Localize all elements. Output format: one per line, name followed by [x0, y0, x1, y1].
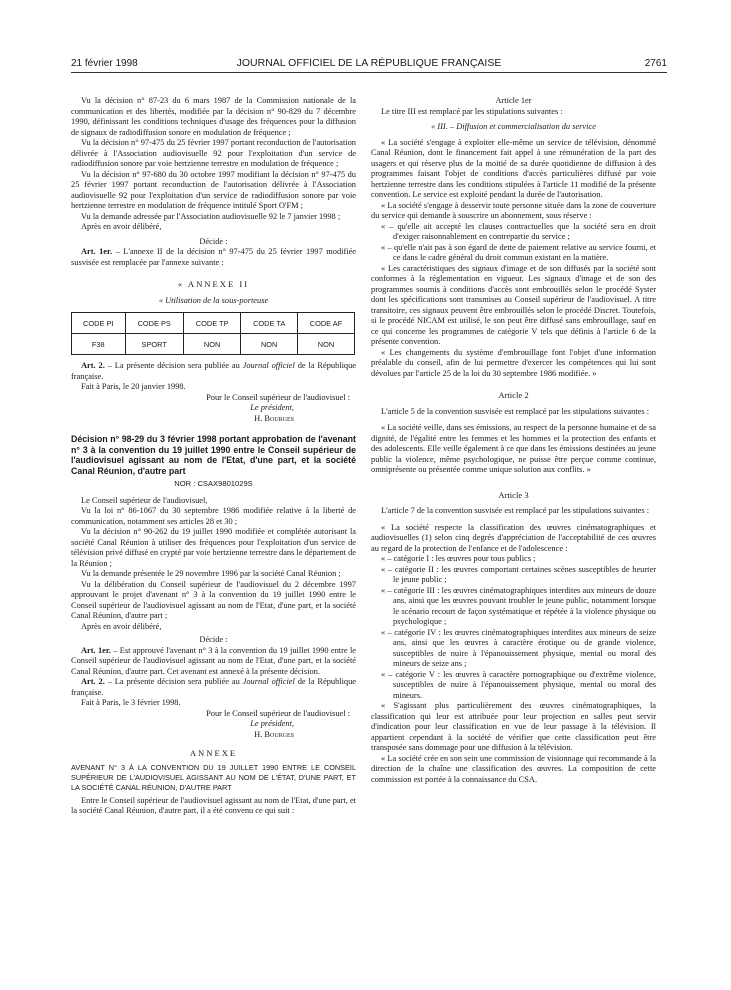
article-2	[71, 677, 356, 698]
list-item: « – catégorie V : les œuvres à caractère pornographique ou d'extrême violence, susceptibles de nuire à l'épanouissement physique, mental ou moral des mineurs.	[381, 669, 656, 700]
decide-label: Décide :	[199, 635, 228, 644]
table-header-cell: CODE PI	[72, 313, 126, 334]
table-row	[72, 334, 355, 355]
list-item: « – catégorie III : les œuvres cinématographiques interdites aux mineurs de douze ans, ainsi que les œuvres pouvant troubler le jeune public, notamment lorsque le scénario recourt de façon systématique et répétée à la violence physique ou psychologique ;	[381, 585, 656, 626]
table-header-cell: CODE AF	[297, 313, 354, 334]
paragraph: Le Conseil supérieur de l'audiovisuel,	[81, 495, 208, 505]
article-heading: Article 3	[498, 489, 529, 500]
table-cell: NON	[183, 334, 240, 355]
article-text: – La présente décision sera publiée au	[104, 677, 243, 686]
paragraph: « Les changements du système d'embrouillage font l'objet d'une information préalable du conseil, afin de lui permettre d'exercer les compétences qui lui sont dévolues par l'article 25 de la loi du 30 septembre 1986 modifiée. »	[371, 347, 656, 378]
paragraph: Entre le Conseil supérieur de l'audiovisuel agissant au nom de l'Etat, d'une part, et la société Canal Réunion, d'autre part, il a été convenu ce qui suit :	[71, 795, 356, 815]
article-heading: Article 2	[498, 390, 529, 400]
paragraph: Vu la demande adressée par l'Association audiovisuelle 92 le 7 janvier 1998 ;	[81, 211, 341, 221]
header-date: 21 février 1998	[71, 58, 138, 69]
table-cell: F38	[72, 334, 126, 355]
paragraph: « S'agissant plus particulièrement des œuvres cinématographiques, la classification qui leur est attribuée pour leur projection en salles peut servir d'indication pour leur classification en vue de leur passage à la télévision. Il appartient cependant à la société de vérifier que cette classification peut être transposée sans dommage pour une diffusion à la télévision.	[371, 701, 656, 752]
article-heading: Article 1er	[495, 96, 532, 105]
article-1	[71, 247, 356, 268]
paragraph: L'article 5 de la convention susvisée est remplacé par les stipulations suivantes :	[381, 406, 650, 416]
article-text: – L'annexe II de la décision n° 97-475 du 25 février 1997 modifiée susvisée est remplacée par l'annexe suivante :	[71, 247, 357, 267]
nor-reference: NOR : CSAX9801029S	[174, 479, 253, 488]
table-header-cell: CODE TP	[183, 313, 240, 334]
table-cell: NON	[297, 334, 354, 355]
signature-title: Le président,	[250, 403, 294, 412]
paragraph: « La société s'engage à exploiter elle-même un service de télévision, dénommé Canal Réunion, dont le financement fait appel à une rémunération de la part des usagers et qui réserve plus de la moitié de sa durée quotidienne de diffusion à des programmes faisant l'objet de conditions d'accès particulières diffusé par voie hertzienne terrestre dans les conditions stipulées à l'article 11 modifié de la présente convention. Le service est exploité pendant la durée de l'autorisation.	[371, 137, 656, 199]
paragraph: « La société s'engage à desservir toute personne située dans la zone de couverture du service qui demande à souscrire un abonnement, sous réserve :	[371, 200, 656, 220]
paragraph: « Les caractéristiques des signaux d'image et de son diffusés par la société sont conformes à la réglementation en vigueur. Les signaux d'image et de son des programmes soumis à conditions d'accès sont embrouillés selon le procédé Syster dont les spécifications sont transmises au Conseil supérieur de l'audiovisuel. A titre transitoire, ces signaux peuvent être embrouillés selon le procédé Discret. Toutefois, si le procédé NICAM est utilisé, le son peut être diffusé sans embrouillage, sauf en ce qui concerne les programmes de catégorie V tels que définis à l'article 6 de la présente convention.	[371, 263, 656, 346]
signature-name: H. Bourges	[254, 729, 294, 739]
signature-title: Le président,	[250, 719, 294, 728]
paragraph: Vu la décision n° 97-475 du 25 février 1997 portant reconduction de l'autorisation délivrée à l'Association audiovisuelle 92 pour l'exploitation d'un service de radiodiffusion sonore par voie hertzienne terrestre en modulation de fréquence ;	[71, 138, 356, 168]
paragraph: Vu la demande présentée le 29 novembre 1996 par la société Canal Réunion ;	[81, 569, 341, 578]
decision-title: Décision n° 98-29 du 3 février 1998 portant approbation de l'avenant n° 3 à la convention du 19 juillet 1990 entre le Conseil supérieur de l'audiovisuel agissant au nom de l'Etat, d'une part, et la société Canal Réunion, d'autre part	[71, 434, 356, 476]
right-column	[371, 96, 656, 785]
paragraph: Vu la décision n° 87-23 du 6 mars 1987 de la Commission nationale de la communication et des libertés, modifiée par la décision n° 90-829 du 7 décembre 1990, définissant les conditions techniques d'usage des fréquences pour la diffusion de signaux de radiodiffusion sonore en modulation de fréquence ;	[71, 96, 356, 137]
article-label: Art. 1er.	[81, 247, 113, 256]
annexe-2-subheading: « Utilisation de la sous-porteuse	[158, 295, 269, 305]
table-cell: SPORT	[125, 334, 183, 355]
signing-date: Fait à Paris, le 3 février 1998.	[81, 698, 181, 707]
header-rule	[71, 72, 667, 73]
paragraph: L'article 7 de la convention susvisée est remplacé par les stipulations suivantes :	[381, 506, 650, 515]
list-item: « – catégorie IV : les œuvres cinématographiques interdites aux mineurs de seize ans, ainsi que les œuvres à caractère érotique ou de grande violence, susceptibles de nuire à l'épanouissement physique, mental ou moral des mineurs de seize ans ;	[381, 627, 656, 668]
page-header	[71, 56, 667, 72]
paragraph: Le titre III est remplacé par les stipulations suivantes :	[381, 106, 563, 116]
signature-line: Pour le Conseil supérieur de l'audiovisuel :	[206, 708, 350, 718]
paragraph: Vu la décision n° 97-680 du 30 octobre 1997 modifiant la décision n° 97-475 du 25 février 1997 portant reconduction de l'autorisation délivrée à l'Association audiovisuelle 92 pour l'exploitation d'un service de radiodiffusion sonore par voie hertzienne terrestre en modulation de fréquence intitulé Sport O'FM ;	[71, 169, 356, 210]
article-text: de la République française.	[71, 361, 357, 381]
table-header-cell: CODE PS	[125, 313, 183, 334]
signing-date: Fait à Paris, le 20 janvier 1998.	[81, 382, 186, 391]
paragraph: « La société respecte la classification des œuvres cinématographiques et audiovisuelles (1) selon cinq degrés d'appréciation de l'acceptabilité de ces œuvres au regard de la protection de l'enfance et de l'adolescence :	[371, 522, 656, 553]
table-cell: NON	[241, 334, 298, 355]
article-text: – Est approuvé l'avenant n° 3 à la convention du 19 juillet 1990 entre le Conseil supérieur de l'audiovisuel agissant au nom de l'Etat, d'une part, et la société Canal Réunion, d'autre part. Cet avenant est annexé à la présente décision.	[71, 645, 356, 676]
paragraph: Vu la loi n° 86-1067 du 30 septembre 1986 modifiée relative à la liberté de communication, notamment ses articles 28 et 30 ;	[71, 506, 356, 526]
paragraph: Vu la délibération du Conseil supérieur de l'audiovisuel du 2 décembre 1997 approuvant le projet d'avenant n° 3 à la convention du 19 juillet 1990 entre le Conseil supérieur de l'audiovisuel agissant au nom de l'Etat, d'une part, et la société Canal Réunion, d'autre part ;	[71, 579, 356, 620]
list-item: « – catégorie II : les œuvres comportant certaines scènes susceptibles de heurter le jeune public ;	[381, 564, 656, 584]
table-header-cell: CODE TA	[241, 313, 298, 334]
journal-ref: Journal officiel	[242, 361, 295, 370]
annexe-2-heading: « ANNEXE II	[177, 279, 250, 289]
article-label: Art. 1er.	[81, 645, 111, 655]
list-item: « – qu'elle n'ait pas à son égard de dette de paiement relative au service fourni, et ce dans le cadre général du droit commun existant en la matière.	[381, 242, 656, 262]
article-label: Art. 2.	[81, 361, 105, 370]
avenant-title: AVENANT N° 3 À LA CONVENTION DU 19 JUILLET 1990 ENTRE LE CONSEIL SUPÉRIEUR DE L'AUDIOVISUEL AGISSANT AU NOM DE L'ÉTAT, D'UNE PART, ET LA SOCIÉTÉ CANAL RÉUNION, D'AUTRE PART	[71, 762, 356, 792]
list-item: « – catégorie I : les œuvres pour tous publics ;	[381, 554, 536, 563]
paragraph: « La société crée en son sein une commission de visionnage qui recommande à la direction de la chaîne une classification des œuvres. La composition de cette commission est portée à la connaissance du CSA.	[371, 753, 656, 784]
annexe-heading: ANNEXE	[189, 748, 238, 758]
journal-title: JOURNAL OFFICIEL DE LA RÉPUBLIQUE FRANÇAISE	[236, 57, 502, 69]
list-item: « – qu'elle ait accepté les clauses contractuelles que la société sera en droit d'exiger raisonnablement en contrepartie du service ;	[381, 221, 656, 241]
article-2	[71, 361, 356, 382]
subcarrier-table	[71, 312, 355, 355]
table-header-row	[72, 313, 355, 334]
decide-label: Décide :	[199, 236, 228, 246]
journal-ref: Journal officiel	[242, 677, 295, 686]
signature-line: Pour le Conseil supérieur de l'audiovisuel :	[206, 392, 350, 402]
page-number: 2761	[644, 58, 667, 69]
left-column	[71, 96, 356, 817]
paragraph: Après en avoir délibéré,	[81, 621, 162, 631]
paragraph: « La société veille, dans ses émissions, au respect de la personne humaine et de sa dignité, de l'égalité entre les femmes et les hommes et la protection des enfants et des adolescents. Elle veille également à ce que dans les émissions destinées au jeune public la violence, même psychologique, ne puisse être perçue comme continue, omniprésente ou présentée comme unique solution aux conflits. »	[371, 423, 656, 474]
article-text: – La présente décision sera publiée au	[104, 361, 243, 370]
paragraph: Vu la décision n° 90-262 du 19 juillet 1990 modifiée et complétée autorisant la société Canal Réunion à utiliser des fréquences pour l'exploitation d'un service de télévision privé diffusé en crypté par voie hertzienne terrestre dans le département de la Réunion ;	[71, 527, 356, 568]
article-label: Art. 2.	[81, 677, 105, 686]
article-text: de la République française.	[71, 677, 357, 697]
article-1	[71, 646, 356, 678]
signature-name: H. Bourges	[254, 413, 294, 423]
section-heading: « III. – Diffusion et commercialisation du service	[431, 122, 596, 131]
paragraph: Après en avoir délibéré,	[81, 222, 162, 231]
